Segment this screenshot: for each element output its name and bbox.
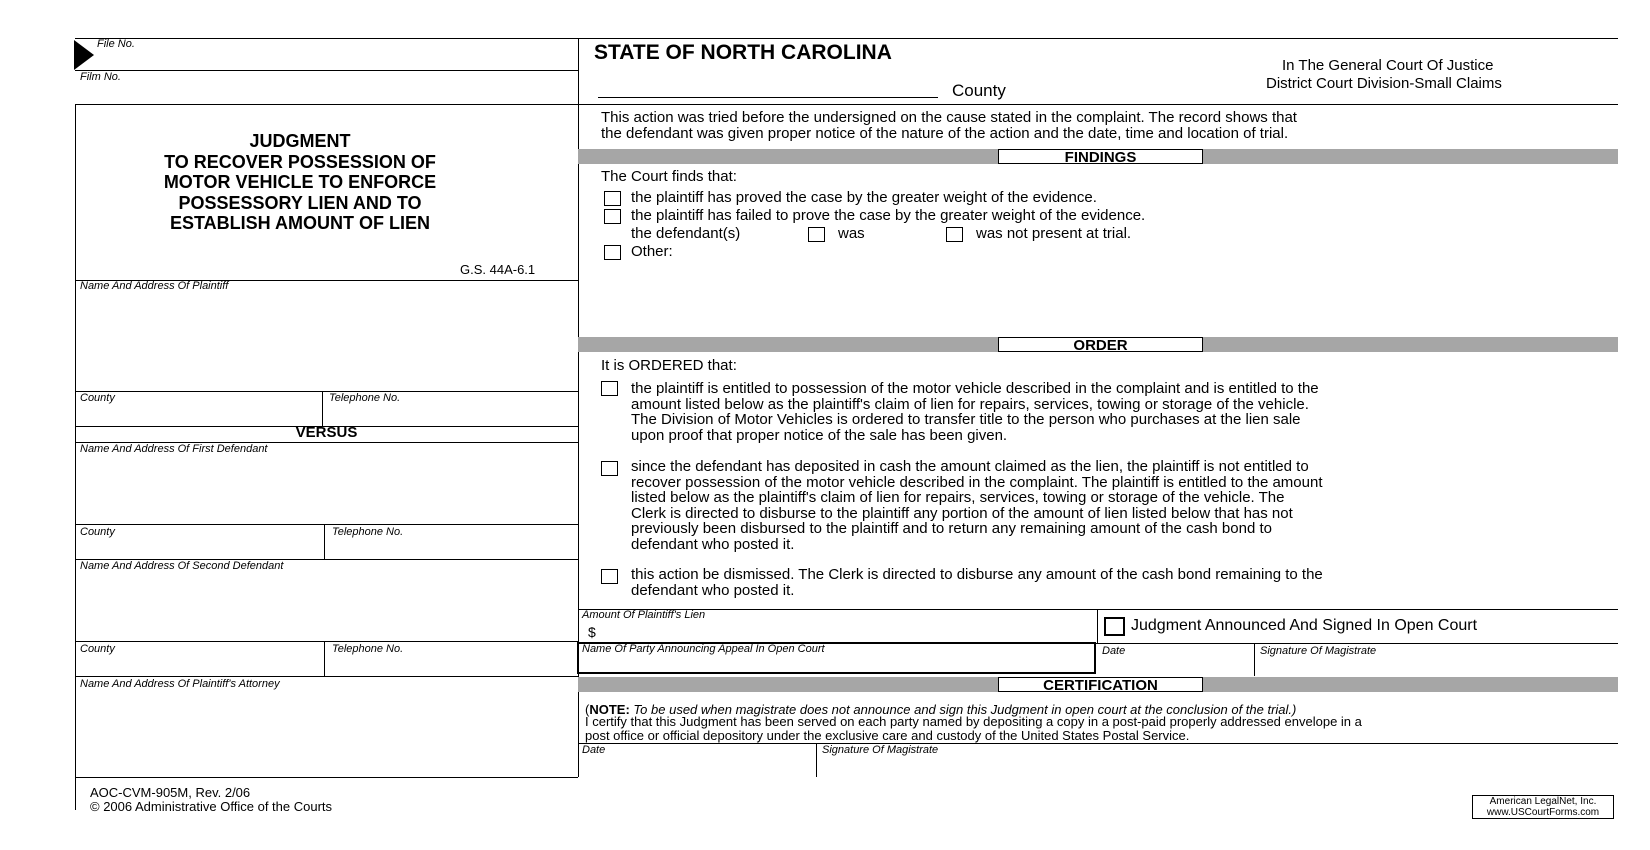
order-dismissed-checkbox[interactable] — [601, 569, 618, 584]
lien-dollar-sign: $ — [588, 624, 596, 640]
court-line-2: District Court Division-Small Claims — [1266, 75, 1502, 92]
form-title — [110, 131, 490, 234]
lien-amount-field[interactable] — [600, 622, 1090, 640]
county-field[interactable] — [598, 97, 938, 98]
defendant-was-not-label: was not present at trial. — [976, 225, 1132, 242]
finding-failed-text: the plaintiff has failed to prove the case by the greater weight of the evidence. — [631, 207, 1146, 224]
lien-date-label: Date — [1102, 645, 1126, 657]
order-heading: ORDER — [998, 337, 1203, 352]
certification-note: (NOTE: To be used when magistrate does not announce and sign this Judgment in open court at the conclusion of the trial.) — [585, 702, 1297, 717]
plaintiff-label: Name And Address Of Plaintiff — [80, 280, 229, 292]
title-line-5: ESTABLISH AMOUNT OF LIEN — [170, 213, 430, 233]
statute-ref: G.S. 44A-6.1 — [460, 262, 536, 277]
second-defendant-label: Name And Address Of Second Defendant — [80, 560, 284, 572]
announced-label: Judgment Announced And Signed In Open Court — [1131, 617, 1478, 634]
defendant-was-not-checkbox[interactable] — [946, 227, 963, 242]
order-possession-text: the plaintiff is entitled to possession of the motor vehicle described in the complaint and is entitled to the amount listed below as the plaintiff's claim of lien for repairs, services, towing or storage of the vehicle. The Division of Motor Vehicles is ordered to transfer title to the person who purchases at the lien sale upon proof that proper notice of the sale has been given. — [631, 380, 1319, 444]
film-no-label: Film No. — [80, 71, 121, 83]
finding-proved-checkbox[interactable] — [604, 191, 621, 206]
certification-text: I certify that this Judgment has been served on each party named by depositing a copy in a post-paid properly addressed envelope in a post office or official depository under the exclusive care and custody of the United States Postal Service. — [585, 714, 1362, 743]
title-line-4: POSSESSORY LIEN AND TO — [178, 192, 422, 213]
intro-text: This action was tried before the undersigned on the cause stated in the complaint. The record shows that the defendant was given proper notice of the nature of the action and the date, time and location of trial. — [601, 109, 1297, 142]
lien-signature-label: Signature Of Magistrate — [1260, 645, 1377, 657]
findings-heading: FINDINGS — [998, 149, 1203, 164]
order-deposit-text: since the defendant has deposited in cash the amount claimed as the lien, the plaintiff is not entitled to recover possession of the motor vehicle described in the complaint. The plaintiff is entitled to the amount listed below as the plaintiff's claim of lien for repairs, services, towing or storage of the vehicle. The Clerk is directed to disburse to the plaintiff any portion of the amount of lien listed below that has not previously been disbursed to the plaintiff and to return any remaining amount of the cash bond to defendant who posted it. — [631, 458, 1323, 553]
order-deposit-checkbox[interactable] — [601, 461, 618, 476]
title-line-1: JUDGMENT — [249, 131, 351, 151]
cert-signature-label: Signature Of Magistrate — [822, 744, 939, 756]
findings-lead: The Court finds that: — [601, 168, 737, 185]
plaintiff-county-label: County — [80, 392, 115, 404]
first-defendant-county-label: County — [80, 526, 115, 538]
copyright: © 2006 Administrative Office of the Courts — [90, 799, 333, 814]
second-defendant-telephone-label: Telephone No. — [332, 643, 404, 655]
lien-amount-label: Amount Of Plaintiff's Lien — [582, 609, 706, 621]
court-line-1: In The General Court Of Justice — [1282, 57, 1494, 74]
plaintiff-field[interactable] — [76, 294, 576, 390]
finding-other-field[interactable] — [690, 241, 1610, 331]
finding-other-checkbox[interactable] — [604, 245, 621, 260]
attorney-label: Name And Address Of Plaintiff's Attorney — [80, 678, 280, 690]
title-line-3: MOTOR VEHICLE TO ENFORCE — [163, 172, 437, 192]
finding-proved-text: the plaintiff has proved the case by the greater weight of the evidence. — [631, 189, 1097, 206]
first-defendant-field[interactable] — [76, 457, 576, 523]
announced-checkbox[interactable] — [1104, 617, 1125, 636]
corner-triangle-icon — [74, 40, 94, 70]
legalnet-badge: American LegalNet, Inc. www.USCourtForms.com — [1472, 795, 1614, 819]
title-line-2: TO RECOVER POSSESSION OF — [164, 151, 436, 172]
first-defendant-label: Name And Address Of First Defendant — [80, 443, 268, 455]
first-defendant-telephone-label: Telephone No. — [332, 526, 404, 538]
defendant-was-label: was — [838, 225, 865, 242]
county-label: County — [952, 81, 1006, 100]
certification-heading: CERTIFICATION — [998, 677, 1203, 692]
order-possession-checkbox[interactable] — [601, 381, 618, 396]
second-defendant-field[interactable] — [76, 574, 576, 640]
defendant-was-checkbox[interactable] — [808, 227, 825, 242]
finding-other-text: Other: — [631, 243, 673, 260]
state-title: STATE OF NORTH CAROLINA — [594, 41, 892, 64]
order-lead: It is ORDERED that: — [601, 357, 737, 374]
attorney-field[interactable] — [76, 692, 576, 776]
second-defendant-county-label: County — [80, 643, 115, 655]
file-no-label: File No. — [97, 38, 135, 50]
form-id: AOC-CVM-905M, Rev. 2/06 — [90, 785, 251, 800]
finding-failed-checkbox[interactable] — [604, 209, 621, 224]
plaintiff-telephone-label: Telephone No. — [329, 392, 401, 404]
order-dismissed-text: this action be dismissed. The Clerk is directed to disburse any amount of the cash bond remaining to the defendant who posted it. — [631, 566, 1323, 599]
cert-date-label: Date — [582, 744, 606, 756]
defendant-present-text: the defendant(s) — [631, 225, 741, 242]
appeal-party-label: Name Of Party Announcing Appeal In Open Court — [582, 643, 825, 655]
versus-label: VERSUS — [295, 424, 358, 441]
